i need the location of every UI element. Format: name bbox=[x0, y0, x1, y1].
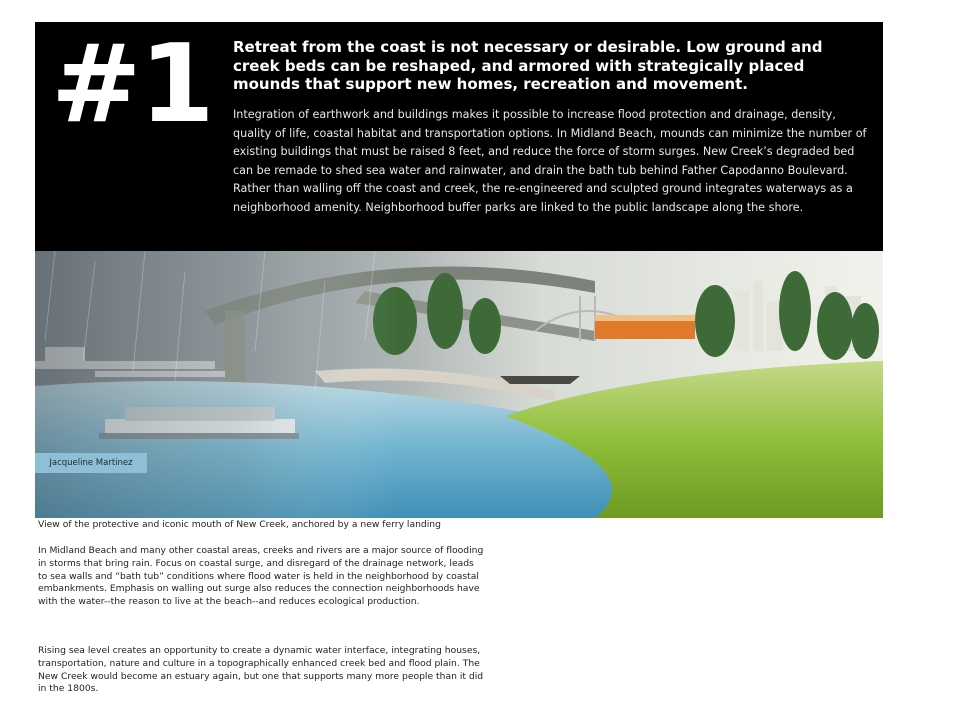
header-panel bbox=[35, 22, 883, 251]
illustration-image bbox=[35, 251, 883, 518]
photo-credit-badge: Jacqueline Martinez bbox=[35, 453, 147, 473]
image-caption: View of the protective and iconic mouth of New Creek, anchored by a new ferry landing bbox=[38, 519, 441, 530]
body-paragraph-2: Rising sea level creates an opportunity to create a dynamic water interface, integrating houses, transportation, nature and culture in a topographically enhanced creek bed and flood plain. The New Creek would become an estuary again, but one that supports many more people than it did in the 1800s. bbox=[38, 645, 484, 695]
creek-illustration bbox=[35, 251, 883, 518]
headline: Retreat from the coast is not necessary or desirable. Low ground and creek beds can be reshaped, and armored with strategically placed mounds that support new homes, recreation and movement. bbox=[233, 38, 823, 93]
intro-text: Integration of earthwork and buildings makes it possible to increase flood protection and drainage, density, quality of life, coastal habitat and transportation options. In Midland Beach, mounds can minimize the number of existing buildings that must be raised 8 feet, and reduce the force of storm surges. New Creek’s degraded bed can be remade to shed sea water and rainwater, and drain the bath tub behind Father Capodanno Boulevard. Rather than walling off the coast and creek, the re-engineered and sculpted ground integrates waterways as a neighborhood amenity. Neighborhood buffer parks are linked to the public landscape along the shore. bbox=[233, 108, 867, 214]
body-paragraph-1: In Midland Beach and many other coastal areas, creeks and rivers are a major source of flooding in storms that bring rain. Focus on coastal surge, and disregard of the drainage network, leads to sea walls and “bath tub” conditions where flood water is held in the neighborhood by coastal embankments. Emphasis on walling out surge also reduces the connection neighborhoods have with the water--the reason to live at the beach--and reduces ecological production. bbox=[38, 545, 484, 608]
page-number: #1 bbox=[51, 22, 213, 147]
